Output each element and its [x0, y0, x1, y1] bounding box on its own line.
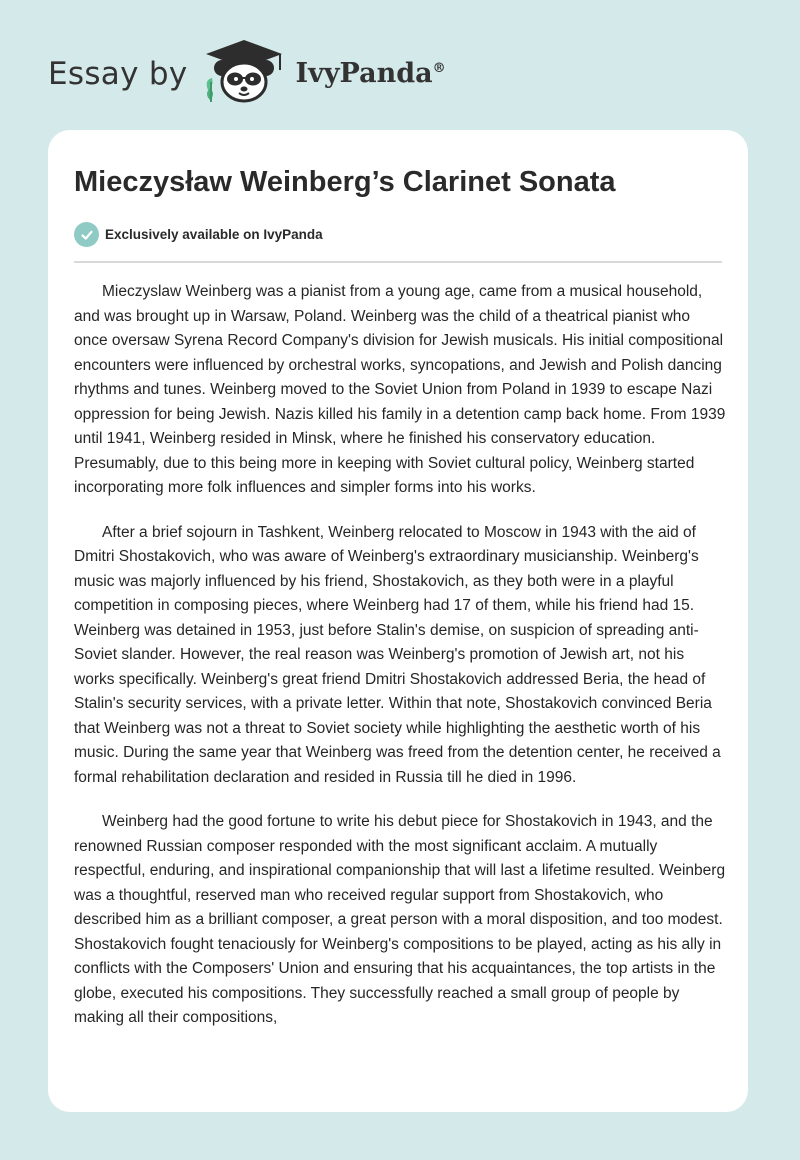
exclusive-badge: [74, 222, 323, 247]
brand-name[interactable]: IvyPanda®: [295, 58, 446, 89]
essay-by-label: Essay by: [48, 55, 188, 92]
divider: [74, 261, 722, 263]
paragraph: Weinberg had the good fortune to write his debut piece for Shostakovich in 1943, and the renowned Russian composer responded with the most significant acclaim. A mutually respectful, enduring, and inspirational companionship that will last a lifetime resulted. Weinberg was a thoughtful, reserved man who received regular support from Shostakovich, who described him as a brilliant composer, a great person with a moral disposition, and too modest. Shostakovich fought tenaciously for Weinberg's compositions to be played, acting as his ally in conflicts with the Composers' Union and ensuring that his acquaintances, the top artists in the globe, executed his compositions. They successfully reached a small group of people by making all their compositions,: [74, 813, 726, 1026]
panda-logo-icon[interactable]: [202, 38, 286, 109]
paragraph: After a brief sojourn in Tashkent, Weinberg relocated to Moscow in 1943 with the aid of Dmitri Shostakovich, who was aware of Weinberg's extraordinary musicianship. Weinberg's music was majorly influenced by his friend, Shostakovich, as they both were in a playful competition in composing pieces, where Weinberg had 17 of them, while his friend had 15. Weinberg was detained in 1953, just before Stalin's demise, on suspicion of spreading anti-Soviet slander. However, the real reason was Weinberg's promotion of Jewish art, not his works specifically. Weinberg's great friend Dmitri Shostakovich addressed Beria, the head of Stalin's security services, with a private letter. Within that note, Shostakovich convinced Beria that Weinberg was not a threat to Soviet society while highlighting the aesthetic worth of his music. During the same year that Weinberg was freed from the detention center, he received a formal rehabilitation declaration and resided in Russia till he died in 1996.: [74, 523, 721, 786]
essay-card: [48, 130, 748, 1112]
badge-text: Exclusively available on IvyPanda: [105, 227, 323, 242]
essay-body: [74, 280, 726, 1051]
page-title: Mieczysław Weinberg’s Clarinet Sonata: [74, 166, 616, 198]
site-header: [48, 38, 446, 109]
registered-mark: ®: [432, 61, 446, 76]
check-icon: [74, 222, 99, 247]
paragraph: Mieczyslaw Weinberg was a pianist from a young age, came from a musical household, and was brought up in Warsaw, Poland. Weinberg was the child of a theatrical pianist who once oversaw Syrena Record Company's division for Jewish musicals. His initial compositional encounters were influenced by orchestral works, syncopations, and Jewish and Polish dancing rhythms and tunes. Weinberg moved to the Soviet Union from Poland in 1939 to escape Nazi oppression for being Jewish. Nazis killed his family in a detention camp back home. From 1939 until 1941, Weinberg resided in Minsk, where he finished his conservatory education. Presumably, due to this being more in keeping with Soviet cultural policy, Weinberg started incorporating more folk influences and simpler forms into his works.: [74, 283, 726, 496]
